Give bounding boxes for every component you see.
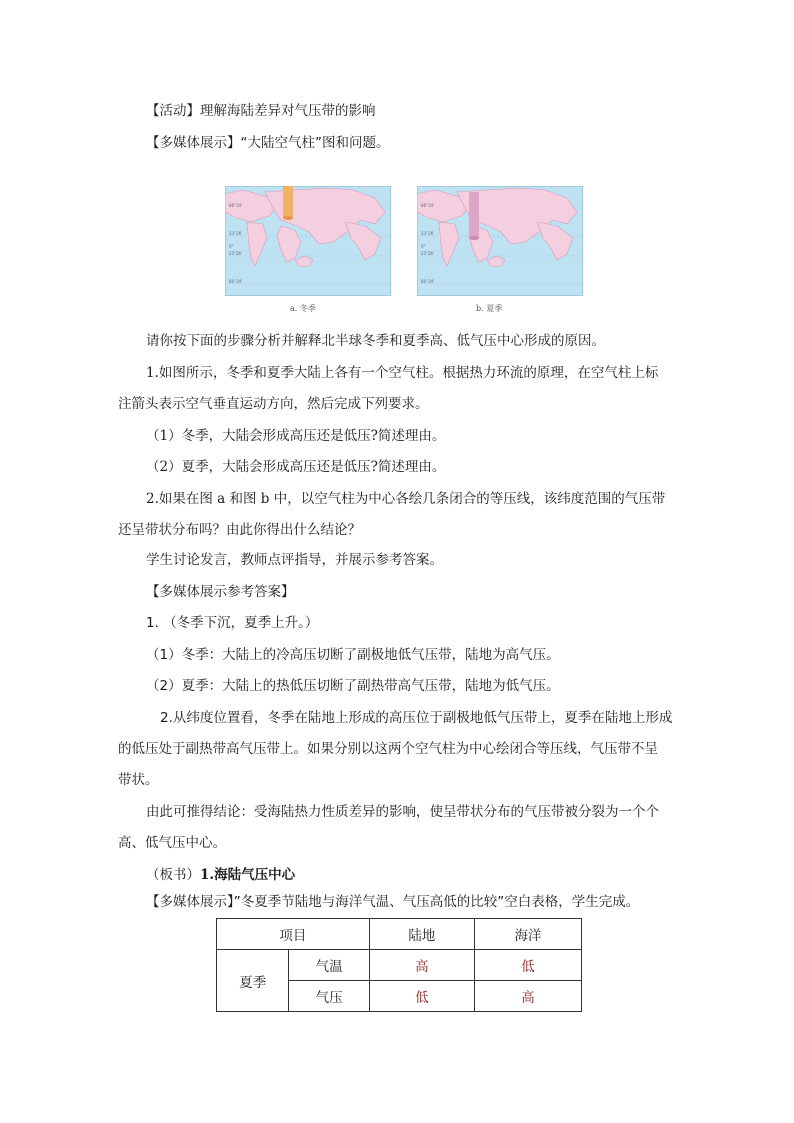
question-1-line-2: 注箭头表示空气垂直运动方向，然后完成下列要求。 <box>118 396 429 412</box>
svg-text:66°34': 66°34' <box>421 203 435 208</box>
discussion-text: 学生讨论发言，教师点评指导，并展示参考答案。 <box>146 552 443 568</box>
ocean-value: 高 <box>474 981 581 1012</box>
question-1-b: （2）夏季，大陆会形成高压还是低压?简述理由。 <box>146 459 446 475</box>
table-row <box>217 950 582 981</box>
answer-1-2: （2）夏季：大陆上的热低压切断了副热带高气压带，陆地为低气压。 <box>146 678 560 694</box>
header-ocean: 海洋 <box>474 919 581 950</box>
table-header-row <box>217 919 582 950</box>
header-land: 陆地 <box>369 919 474 950</box>
land-value: 高 <box>369 950 474 981</box>
header-item: 项目 <box>217 919 370 950</box>
answer-1: 1. （冬季下沉，夏季上升。） <box>146 615 319 631</box>
row-label: 气温 <box>289 950 369 981</box>
figure-b-caption: b. 夏季 <box>476 304 503 313</box>
svg-text:23°26': 23°26' <box>421 231 435 236</box>
svg-text:66°34': 66°34' <box>229 203 243 208</box>
season-cell: 夏季 <box>217 950 289 1012</box>
ocean-value: 低 <box>474 950 581 981</box>
figure-b-summer <box>417 186 583 296</box>
answer-2-line-1: 2.从纬度位置看，冬季在陆地上形成的高压位于副极地低气压带上，夏季在陆地上形成 <box>160 710 673 726</box>
svg-text:0°: 0° <box>421 244 426 249</box>
figure-a-caption: a. 冬季 <box>290 304 316 313</box>
media-intro: 【多媒体展示】“大陆空气柱”图和问题。 <box>146 135 390 151</box>
answer-2-line-2: 的低压处于副热带高气压带上。如果分别以这两个空气柱为中心绘闭合等压线，气压带不呈 <box>118 741 658 757</box>
svg-text:66°34': 66°34' <box>229 279 243 284</box>
svg-text:66°34': 66°34' <box>421 279 435 284</box>
question-1-a: （1）冬季，大陆会形成高压还是低压?简述理由。 <box>146 428 446 444</box>
row-label: 气压 <box>289 981 369 1012</box>
air-column-summer <box>469 192 479 238</box>
question-2-line-2: 还呈带状分布吗？由此你得出什么结论？ <box>118 522 361 538</box>
svg-text:23°26': 23°26' <box>229 251 243 256</box>
board-prefix: （板书） <box>146 867 200 883</box>
board-title: 1.海陆气压中心 <box>200 867 296 883</box>
board-note <box>146 865 295 885</box>
answer-2-line-3: 带状。 <box>118 772 159 788</box>
air-column-winter <box>283 186 293 218</box>
svg-text:0°: 0° <box>229 244 234 249</box>
svg-text:23°26': 23°26' <box>229 231 243 236</box>
answers-heading: 【多媒体展示参考答案】 <box>146 584 295 600</box>
question-1-line-1: 1.如图所示，冬季和夏季大陆上各有一个空气柱。根据热力环流的原理，在空气柱上标 <box>146 365 659 381</box>
answer-1-1: （1）冬季：大陆上的冷高压切断了副极地低气压带，陆地为高气压。 <box>146 647 560 663</box>
conclusion-line-2: 高、低气压中心。 <box>118 835 226 851</box>
figure-a-winter <box>225 186 391 296</box>
questions-intro: 请你按下面的步骤分析并解释北半球冬季和夏季高、低气压中心形成的原因。 <box>146 333 605 349</box>
land-value: 低 <box>369 981 474 1012</box>
activity-heading: 【活动】理解海陆差异对气压带的影响 <box>146 103 376 119</box>
svg-text:23°26': 23°26' <box>421 251 435 256</box>
question-2-line-1: 2.如果在图 a 和图 b 中，以空气柱为中心各绘几条闭合的等压线，该纬度范围的气压带 <box>146 491 666 507</box>
comparison-table <box>216 918 582 1012</box>
conclusion-line-1: 由此可推得结论：受海陆热力性质差异的影响，使呈带状分布的气压带被分裂为一个个 <box>146 804 659 820</box>
table-intro: 【多媒体展示】”冬夏季节陆地与海洋气温、气压高低的比较”空白表格，学生完成。 <box>146 894 640 910</box>
